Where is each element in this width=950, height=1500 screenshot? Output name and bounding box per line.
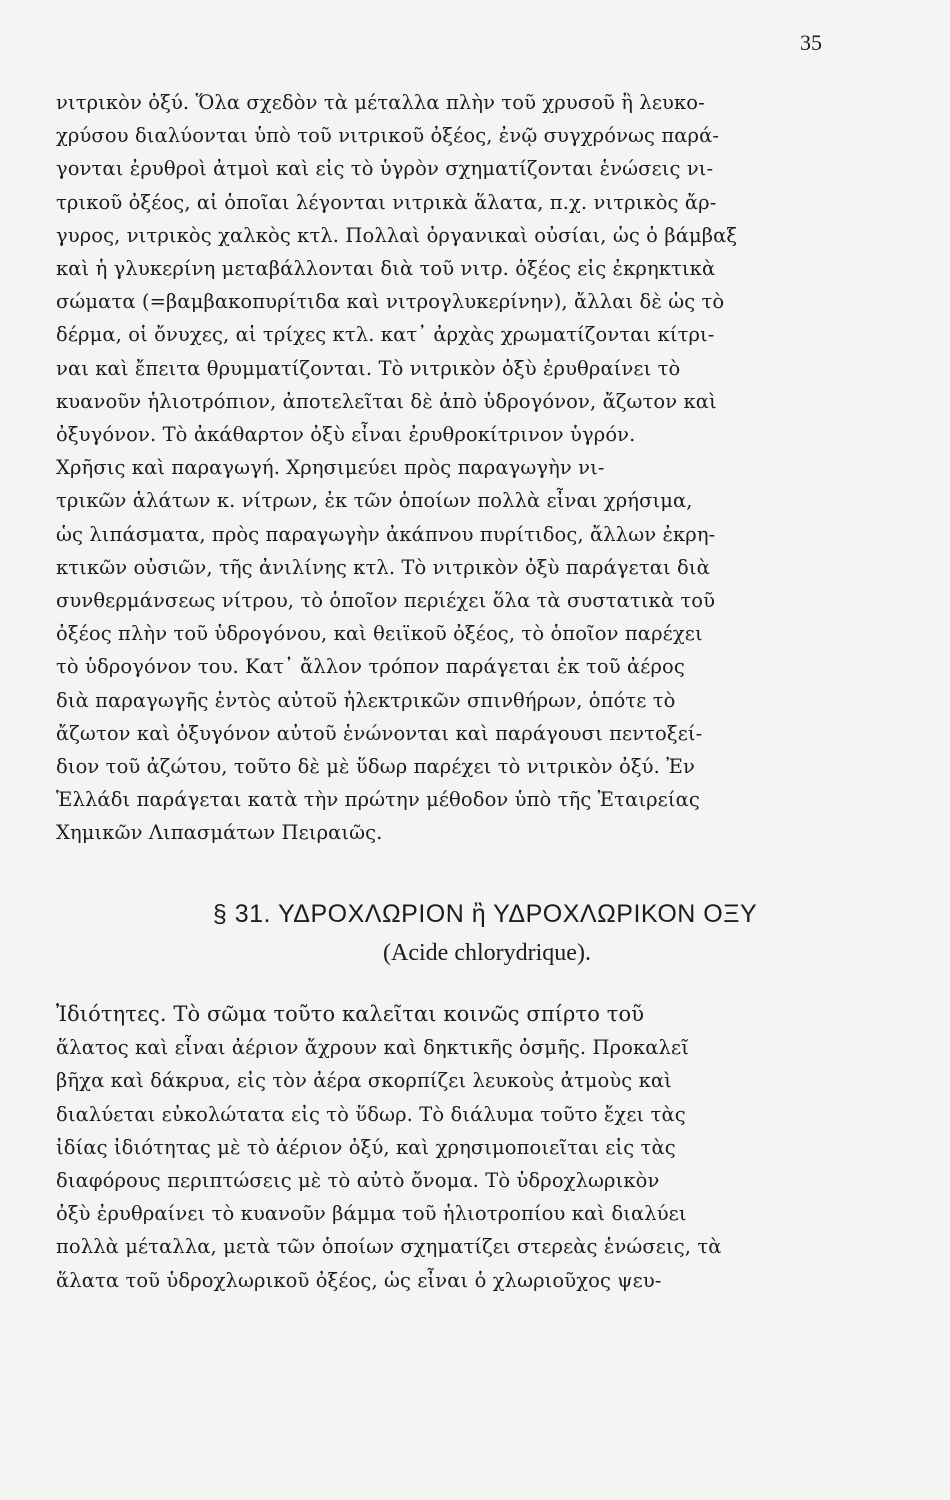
section-subheading: (Acide chlorydrique). [383, 940, 591, 966]
text-line: νιτρικὸν ὀξύ. Ὅλα σχεδὸν τὰ μέταλλα πλὴν τοῦ χρυσοῦ ἢ λευκο- [56, 91, 705, 114]
text-line: ἄζωτον καὶ ὀξυγόνον αὐτοῦ ἑνώνονται καὶ παράγουσι πεντοξεί- [56, 721, 703, 745]
paragraph-hydrochloric-acid [56, 998, 816, 1297]
text-line: σώματα (=βαμβακοπυρίτιδα καὶ νιτρογλυκερίνην), ἄλλαι δὲ ὡς τὸ [56, 290, 725, 314]
text-line: Χρῆσις καὶ παραγωγή. Χρησιμεύει πρὸς παραγωγὴν νι- [56, 456, 605, 480]
text-line: διαφόρους περιπτώσεις μὲ τὸ αὐτὸ ὄνομα. Τὸ ὑδροχλωρικὸν [56, 1169, 660, 1193]
text-line: τρικῶν ἁλάτων κ. νίτρων, ἐκ τῶν ὁποίων πολλὰ εἶναι χρήσιμα, [56, 489, 693, 513]
text-line: Ἑλλάδι παράγεται κατὰ τὴν πρώτην μέθοδον ὑπὸ τῆς Ἑταιρείας [56, 788, 700, 812]
text-line: συνθερμάνσεως νίτρου, τὸ ὁποῖον περιέχει ὅλα τὰ συστατικὰ τοῦ [56, 589, 716, 613]
page-number: 35 [800, 30, 822, 55]
text-line: διαλύεται εὐκολώτατα εἰς τὸ ὕδωρ. Τὸ διάλυμα τοῦτο ἔχει τὰς [56, 1102, 686, 1126]
text-line: ναι καὶ ἔπειτα θρυμματίζονται. Τὸ νιτρικὸν ὀξὺ ἐρυθραίνει τὸ [56, 356, 681, 380]
text-line: καὶ ἡ γλυκερίνη μεταβάλλονται διὰ τοῦ νιτρ. ὀξέος εἰς ἐκρηκτικὰ [56, 257, 716, 281]
text-line: ὀξέος πλὴν τοῦ ὑδρογόνου, καὶ θειϊκοῦ ὀξέος, τὸ ὁποῖον παρέχει [56, 622, 703, 646]
section-heading: § 31. ΥΔΡΟΧΛΩΡΙΟΝ ἢ ΥΔΡΟΧΛΩΡΙΚΟΝ ΟΞΥ [212, 900, 758, 928]
text-line: ἅλατα τοῦ ὑδροχλωρικοῦ ὀξέος, ὡς εἶναι ὁ χλωριοῦχος ψευ- [56, 1268, 662, 1292]
text-line: τὸ ὑδρογόνον του. Κατ᾽ ἄλλον τρόπον παράγεται ἐκ τοῦ ἀέρος [56, 655, 685, 679]
text-line: δέρμα, οἱ ὄνυχες, αἱ τρίχες κτλ. κατ᾽ ἀρχὰς χρωματίζονται κίτρι- [56, 323, 715, 347]
text-line: χρύσου διαλύονται ὑπὸ τοῦ νιτρικοῦ ὀξέος, ἐνῷ συγχρόνως παρά- [56, 124, 720, 148]
text-line: βῆχα καὶ δάκρυα, εἰς τὸν ἀέρα σκορπίζει λευκοὺς ἀτμοὺς καὶ [56, 1069, 672, 1093]
text-line: ὀξυγόνον. Τὸ ἀκάθαρτον ὀξὺ εἶναι ἐρυθροκίτρινον ὑγρόν. [56, 423, 636, 447]
text-line: γονται ἐρυθροὶ ἀτμοὶ καὶ εἰς τὸ ὑγρὸν σχηματίζονται ἑνώσεις νι- [56, 157, 714, 181]
text-line: διον τοῦ ἀζώτου, τοῦτο δὲ μὲ ὕδωρ παρέχει τὸ νιτρικὸν ὀξύ. Ἐν [56, 755, 695, 779]
text-line: κυανοῦν ἡλιοτρόπιον, ἀποτελεῖται δὲ ἀπὸ ὑδρογόνον, ἄζωτον καὶ [56, 389, 717, 413]
text-line: πολλὰ μέταλλα, μετὰ τῶν ὁποίων σχηματίζει στερεὰς ἑνώσεις, τὰ [56, 1235, 722, 1259]
text-line: Χημικῶν Λιπασμάτων Πειραιῶς. [56, 821, 383, 845]
text-line: ἰδίας ἰδιότητας μὲ τὸ ἀέριον ὀξύ, καὶ χρησιμοποιεῖται εἰς τὰς [56, 1135, 676, 1159]
text-line: Ἰδιότητες. Τὸ σῶμα τοῦτο καλεῖται κοινῶς σπίρτο τοῦ [56, 1002, 645, 1026]
text-line: ὡς λιπάσματα, πρὸς παραγωγὴν ἀκάπνου πυρίτιδος, ἄλλων ἐκρη- [56, 522, 716, 546]
text-line: κτικῶν οὐσιῶν, τῆς ἀνιλίνης κτλ. Τὸ νιτρικὸν ὀξὺ παράγεται διὰ [56, 555, 710, 579]
text-line: ὀξὺ ἐρυθραίνει τὸ κυανοῦν βάμμα τοῦ ἡλιοτροπίου καὶ διαλύει [56, 1202, 687, 1226]
text-line: γυρος, νιτρικὸς χαλκὸς κτλ. Πολλαὶ ὀργανικαὶ οὐσίαι, ὡς ὁ βάμβαξ [56, 223, 738, 247]
paragraph-nitric-acid [56, 86, 816, 850]
text-line: τρικοῦ ὀξέος, αἱ ὁποῖαι λέγονται νιτρικὰ ἅλατα, π.χ. νιτρικὸς ἄρ- [56, 190, 717, 214]
text-line: ἅλατος καὶ εἶναι ἀέριον ἄχρουν καὶ δηκτικῆς ὀσμῆς. Προκαλεῖ [56, 1036, 689, 1060]
text-line: διὰ παραγωγῆς ἐντὸς αὐτοῦ ἠλεκτρικῶν σπινθήρων, ὁπότε τὸ [56, 688, 676, 712]
